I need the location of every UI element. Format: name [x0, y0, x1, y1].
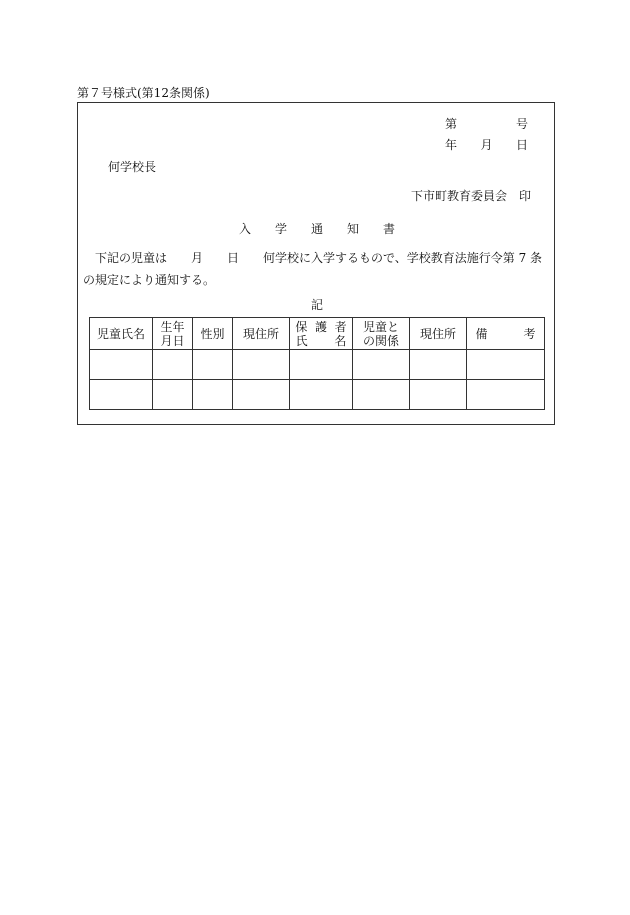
header-birth-date: 生年 月日 [153, 318, 193, 350]
header-address: 現住所 [233, 318, 290, 350]
form-number-label: 第７号様式(第12条関係) [77, 86, 210, 100]
header-relationship: 児童と の関係 [353, 318, 410, 350]
header-remarks: 備 考 [467, 318, 545, 350]
table-cell [290, 350, 353, 380]
header-guardian-name: 保 護 者 氏 名 [290, 318, 353, 350]
header-child-name: 児童氏名 [90, 318, 153, 350]
document-number-prefix: 第 [445, 117, 458, 131]
table-cell [193, 350, 233, 380]
date-year: 年 [445, 138, 458, 152]
sender: 下市町教育委員会 印 [411, 189, 532, 203]
table-cell [153, 380, 193, 410]
date-month: 月 [480, 138, 493, 152]
recipient: 何学校長 [108, 160, 157, 174]
header-gender: 性別 [193, 318, 233, 350]
header-guardian-address: 現住所 [410, 318, 467, 350]
document-title: 入 学 通 知 書 [239, 222, 396, 236]
table-cell [90, 380, 153, 410]
table-cell [467, 350, 545, 380]
table-cell [233, 380, 290, 410]
notice-frame [77, 102, 555, 425]
table-row [90, 380, 545, 410]
table-cell [353, 350, 410, 380]
body-line-2: の規定により通知する。 [83, 273, 216, 287]
table-cell [467, 380, 545, 410]
table-cell [410, 380, 467, 410]
body-line-1: 下記の児童は 月 日 何学校に入学するもので、学校教育法施行令第 7 条 [95, 251, 543, 265]
issue-date [445, 136, 528, 153]
table-cell [353, 380, 410, 410]
table-cell [290, 380, 353, 410]
document-number-suffix: 号 [515, 117, 528, 131]
table-cell [410, 350, 467, 380]
ki-heading: 記 [311, 298, 324, 312]
table-row [90, 350, 545, 380]
table-cell [153, 350, 193, 380]
document-number [445, 115, 528, 132]
date-day: 日 [515, 138, 528, 152]
table-cell [90, 350, 153, 380]
table-header-row [90, 318, 545, 350]
notice-table [89, 317, 545, 410]
table-cell [233, 350, 290, 380]
table-cell [193, 380, 233, 410]
